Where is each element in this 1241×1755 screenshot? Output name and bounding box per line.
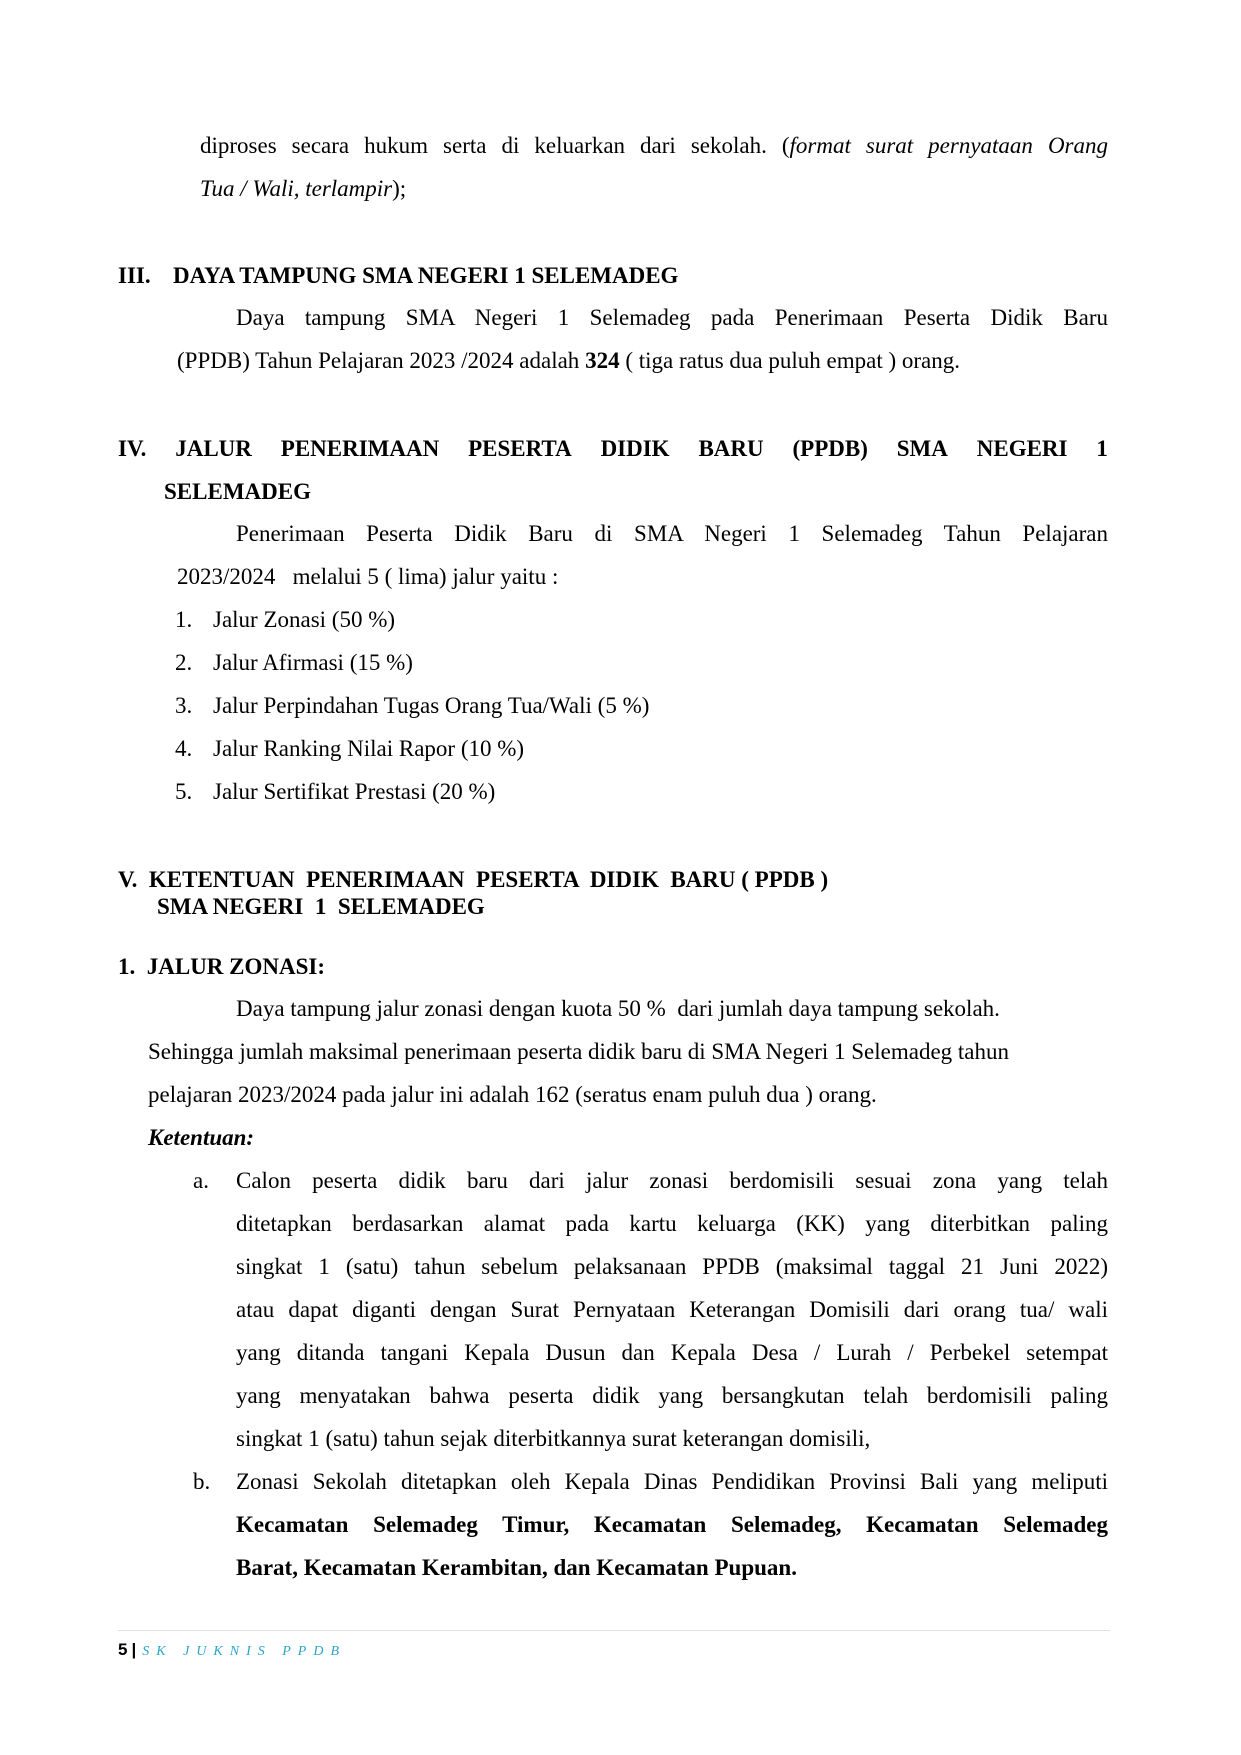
heading-word: BARU [698, 436, 764, 461]
page-footer [118, 1640, 346, 1660]
section-5-heading-line-1: V. KETENTUAN PENERIMAAN PESERTA DIDIK BARU ( PPDB ) [118, 867, 829, 892]
item-a-line: Calon peserta didik baru dari jalur zonasi berdomisili sesuai zona yang telah [236, 1168, 1108, 1193]
section-4-heading-line-1 [118, 435, 1108, 463]
heading-word: NEGERI [976, 436, 1068, 461]
item-a-line: yang menyatakan bahwa peserta didik yang bersangkutan telah berdomisili paling [236, 1383, 1108, 1408]
item-a-line: yang ditanda tangani Kepala Dusun dan Kepala Desa / Lurah / Perbekel setempat [236, 1340, 1108, 1365]
section-3-heading: DAYA TAMPUNG SMA NEGERI 1 SELEMADEG [173, 263, 679, 288]
footer-label: SK JUKNIS PPDB [142, 1644, 346, 1659]
section-3-body-line-1: Daya tampung SMA Negeri 1 Selemadeg pada Penerimaan Peserta Didik Baru [236, 305, 1108, 330]
list-item: Jalur Ranking Nilai Rapor (10 %) [213, 736, 525, 761]
item-b-line-1: Zonasi Sekolah ditetapkan oleh Kepala Dinas Pendidikan Provinsi Bali yang meliputi [236, 1469, 1108, 1494]
item-b-label: b. [193, 1469, 211, 1494]
footer-separator: | [131, 1640, 137, 1659]
top-paragraph-italic-2: Tua / Wali, terlampir [200, 176, 393, 201]
heading-word: PESERTA [468, 436, 572, 461]
list-item-number: 3. [175, 693, 193, 718]
item-b-line-2: Kecamatan Selemadeg Timur, Kecamatan Selemadeg, Kecamatan Selemadeg [236, 1512, 1108, 1537]
section-4-numeral: IV. [118, 436, 147, 461]
top-paragraph-suffix: ); [392, 176, 407, 201]
zonasi-body-line-2: Sehingga jumlah maksimal penerimaan peserta didik baru di SMA Negeri 1 Selemadeg tahun [148, 1039, 1010, 1064]
heading-word: JALUR [175, 436, 252, 461]
top-paragraph-italic: format surat pernyataan Orang [789, 133, 1109, 158]
ketentuan-label: Ketentuan: [148, 1125, 255, 1150]
top-paragraph-text: diproses secara hukum serta di keluarkan dari sekolah. ( [200, 133, 790, 158]
list-item-number: 4. [175, 736, 193, 761]
capacity-words: ( tiga ratus dua puluh empat ) orang. [619, 348, 960, 373]
item-a-line: ditetapkan berdasarkan alamat pada kartu keluarga (KK) yang diterbitkan paling [236, 1211, 1108, 1236]
zonasi-body-line-1: Daya tampung jalur zonasi dengan kuota 50 % dari jumlah daya tampung sekolah. [236, 996, 1000, 1021]
list-item-number: 5. [175, 779, 193, 804]
item-a-label: a. [193, 1168, 209, 1193]
list-item: Jalur Zonasi (50 %) [213, 607, 396, 632]
top-paragraph-line-1 [200, 132, 1108, 160]
list-item: Jalur Perpindahan Tugas Orang Tua/Wali (5 %) [213, 693, 650, 718]
section-4-intro-line-1: Penerimaan Peserta Didik Baru di SMA Negeri 1 Selemadeg Tahun Pelajaran [236, 521, 1108, 546]
list-item: Jalur Afirmasi (15 %) [213, 650, 413, 675]
page-number: 5 [118, 1640, 128, 1659]
heading-word: DIDIK [600, 436, 670, 461]
zonasi-body-line-3: pelajaran 2023/2024 pada jalur ini adalah 162 (seratus enam puluh dua ) orang. [148, 1082, 877, 1107]
section-3-body-text: (PPDB) Tahun Pelajaran 2023 /2024 adalah [177, 348, 586, 373]
heading-word: PENERIMAAN [280, 436, 440, 461]
item-a-line: singkat 1 (satu) tahun sejak diterbitkannya surat keterangan domisili, [236, 1426, 871, 1451]
footer-divider [118, 1630, 1110, 1631]
top-paragraph-line-2 [200, 175, 406, 203]
item-a-line: singkat 1 (satu) tahun sebelum pelaksanaan PPDB (maksimal taggal 21 Juni 2022) [236, 1254, 1108, 1279]
heading-word: 1 [1096, 436, 1108, 461]
section-4-heading-line-2: SELEMADEG [164, 479, 311, 504]
list-item-number: 1. [175, 607, 193, 632]
zonasi-heading: 1. JALUR ZONASI: [118, 954, 326, 979]
section-4-intro-line-2: 2023/2024 melalui 5 ( lima) jalur yaitu : [177, 564, 559, 589]
heading-word: SMA [896, 436, 948, 461]
section-3-numeral: III. [118, 263, 151, 288]
list-item-number: 2. [175, 650, 193, 675]
section-3-body-line-2 [177, 347, 960, 375]
item-b-line-3: Barat, Kecamatan Kerambitan, dan Kecamatan Pupuan. [236, 1555, 797, 1580]
capacity-number: 324 [585, 348, 620, 373]
item-a-line: atau dapat diganti dengan Surat Pernyataan Keterangan Domisili dari orang tua/ wali [236, 1297, 1108, 1322]
heading-word: (PPDB) [792, 436, 868, 461]
section-5-heading-line-2: SMA NEGERI 1 SELEMADEG [157, 894, 485, 919]
list-item: Jalur Sertifikat Prestasi (20 %) [213, 779, 496, 804]
